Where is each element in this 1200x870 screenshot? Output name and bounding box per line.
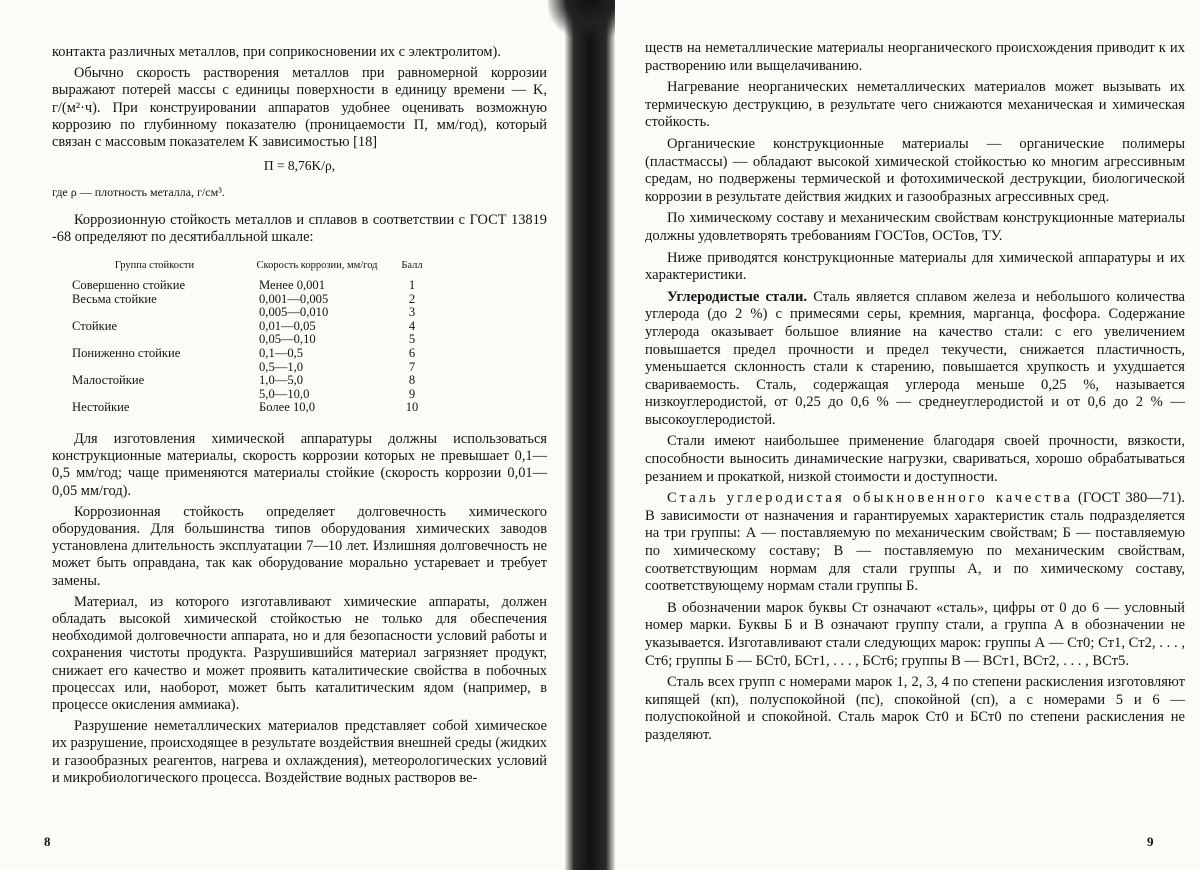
table-cell: [72, 306, 247, 320]
table-cell: 5,0—10,0: [259, 386, 310, 401]
table-cell: 1: [408, 278, 416, 293]
table-cell: 10: [405, 400, 419, 415]
table-cell: [72, 333, 247, 347]
table-cell: 0,1—0,5: [259, 346, 304, 360]
table-header: Балл: [401, 260, 423, 272]
table-row: [72, 361, 437, 375]
table-cell: [72, 388, 247, 402]
table-header: Группа стойкости: [114, 260, 195, 272]
paragraph: Разрушение неметаллических материалов представляет собой химическое их разрушение, происходящее в результате воздействия внешней среды (жидких и газообразных реагентов, нагрева и охлаждения), метеорологических условий и микробиологического процесса. Воздействие водных растворов ве-: [52, 718, 547, 786]
paragraph: Сталь всех групп с номерами марок 1, 2, 3, 4 по степени раскисления изготовляют кипящей (кп), полуспокойной (пс), спокойной (сп), а с номерами 5 и 6 — полуспокойной и спокойной. Сталь марок Ст0 и БСт0 по степени раскисления не разделяют.: [645, 674, 1185, 743]
formula-note: где ρ — плотность металла, г/см³.: [52, 185, 225, 200]
paragraph-text: Сталь является сплавом железа и небольшого количества углерода (до 2 %) с примесями серы, кремния, марганца, фосфора. Содержание углерода оказывает большое влияние на качество стали: с его увеличением повышается предел прочности и предел текучести, снижается пластичность, уменьшается склонность стали к старению, повышается хрупкость и ухудшается свариваемость. Сталь, содержащая углерода меньше 0,25 %, называется низкоуглеродистой, от 0,25 до 0,6 % — среднеуглеродистой и от 0,6 до 2 % — высокоуглеродистой.: [645, 288, 1185, 428]
table-cell: 1,0—5,0: [259, 373, 304, 388]
table-row: [72, 333, 437, 347]
right-page-text: [645, 40, 1185, 749]
table-row: [72, 320, 437, 334]
table-cell: Весьма стойкие: [72, 291, 157, 306]
left-page: [0, 0, 565, 870]
paragraph: В обозначении марок буквы Ст означают «сталь», цифры от 0 до 6 — условный номер марки. Буквы Б и В означают группу стали, а группа А в обозначении не указывается. Изготавливают стали следующих марок: группы А — Ст0; Ст1, Ст2, . . . , Ст6; группы Б — БСт0, БСт1, . . . , БСт6; группы В — ВСт1, ВСт2, . . . , ВСт5.: [645, 599, 1185, 669]
table-cell: 7: [408, 359, 416, 374]
paragraph: Ниже приводятся конструкционные материалы для химической аппаратуры и их характеристики.: [645, 249, 1185, 284]
table-cell: 4: [408, 318, 416, 333]
table-cell: Менее 0,001: [259, 278, 326, 293]
table-cell: Пониженно стойкие: [72, 346, 181, 360]
table-cell: [72, 361, 247, 375]
table-cell: Более 10,0: [259, 400, 316, 415]
table-cell: 9: [408, 386, 416, 401]
paragraph: По химическому составу и механическим свойствам конструкционные материалы должны удовлетворять требованиям ГОСТов, ОСТов, ТУ.: [645, 210, 1185, 244]
paragraph: Стали имеют наибольшее применение благодаря своей прочности, вязкости, способности выносить динамические нагрузки, свариваться, хорошо обрабатываться резанием и прокаткой, низкой стоимости и доступности.: [645, 433, 1185, 485]
paragraph: Обычно скорость растворения металлов при равномерной коррозии выражают потерей массы с единицы поверхности в единицу времени — K, г/(м²·ч). При конструировании аппаратов удобнее оценивать возможную коррозию по глубинному показателю (проницаемости П, мм/год), который связан с массовым показателем K зависимостью [18]: [52, 65, 547, 151]
table-header-row: [72, 260, 437, 279]
table-cell: 0,5—1,0: [259, 359, 304, 374]
table-cell: Малостойкие: [72, 373, 145, 388]
page-number: 8: [44, 834, 51, 849]
table-cell: Стойкие: [72, 318, 118, 333]
table-cell: 0,01—0,05: [259, 318, 316, 333]
table-cell: Совершенно стойкие: [72, 278, 186, 293]
table-row: [72, 401, 437, 415]
table-cell: Нестойкие: [72, 400, 130, 415]
table-cell: 0,005—0,010: [259, 305, 329, 320]
table-row: [72, 347, 437, 361]
paragraph-ordinary-steel: [645, 490, 1185, 596]
table-cell: 0,05—0,10: [259, 332, 316, 347]
paragraph: Коррозионная стойкость определяет долговечность химического оборудования. Для большинства типов оборудования химических заводов установлена длительность эксплуатации 7—10 лет. Излишняя долговечность не может быть оправдана, так как оборудование морально устаревает и требует замены.: [52, 503, 547, 589]
formula: П = 8,76K/ρ,: [263, 158, 336, 174]
right-page: [615, 0, 1200, 870]
left-page-text: [52, 44, 547, 791]
paragraph: контакта различных металлов, при соприкосновении их с электролитом).: [52, 44, 501, 60]
table-cell: 2: [408, 291, 416, 306]
table-cell: 0,001—0,005: [259, 291, 329, 306]
page-number: 9: [1147, 834, 1154, 849]
table-row: [72, 293, 437, 307]
table-row: [72, 388, 437, 402]
section-heading: Углеродистые стали.: [667, 288, 808, 305]
book-gutter: [565, 0, 615, 870]
table-row: [72, 306, 437, 320]
corrosion-resistance-table: [72, 260, 437, 415]
paragraph: Для изготовления химической аппаратуры должны использоваться конструкционные материалы, скорость коррозии которых не превышает 0,1—0,5 мм/год; чаще применяются материалы стойкие (скорость коррозии 0,01—0,05 мм/год).: [52, 430, 547, 499]
paragraph-carbon-steels: [645, 289, 1185, 430]
table-row: [72, 279, 437, 293]
table-header: Скорость коррозии, мм/год: [256, 260, 378, 272]
paragraph: Органические конструкционные материалы — органические полимеры (пластмассы) — обладают высокой химической стойкостью ко многим агрессивным средам, но подвержены термической и фотохимической деструкции, биологической коррозии в результате действия жидких и газообразных агрессивных сред.: [645, 135, 1185, 205]
table-intro: Коррозионную стойкость металлов и сплавов в соответствии с ГОСТ 13819 -68 определяют по десятибалльной шкале:: [52, 211, 547, 245]
table-row: [72, 374, 437, 388]
table-cell: 5: [408, 332, 416, 347]
paragraph: Нагревание неорганических неметаллических материалов может вызывать их термическую деструкцию, в результате чего снижаются механическая и химическая стойкость.: [645, 79, 1185, 131]
table-cell: 6: [408, 346, 416, 360]
paragraph-text: (ГОСТ 380—71). В зависимости от назначения и гарантируемых характеристик сталь подразделяется на три группы: А — поставляемую по механическим свойствам; Б — поставляемую по химическому составу; В — поставляемую по механическим свойствам, соответствующим нормам для стали группы А, и по химическому составу, соответствующему нормам стали группы Б.: [645, 490, 1185, 595]
table-cell: 3: [408, 305, 416, 320]
table-cell: 8: [408, 373, 416, 388]
paragraph: ществ на неметаллические материалы неорганического происхождения приводит к их растворению или выщелачиванию.: [645, 40, 1185, 74]
paragraph: Материал, из которого изготавливают химические аппараты, должен обладать высокой химической стойкостью не только для обеспечения необходимой долговечности аппарата, но и для безопасности условий работы и сохранения чистоты продукта. Разрушившийся материал загрязняет продукт, снижает его качество и может проявить каталитические свойства в побочных процессах или, наоборот, может быть каталитическим ядом (например, в процессе окисления аммиака).: [52, 593, 547, 714]
section-heading: Сталь углеродистая обыкновенного качества: [667, 490, 1073, 507]
